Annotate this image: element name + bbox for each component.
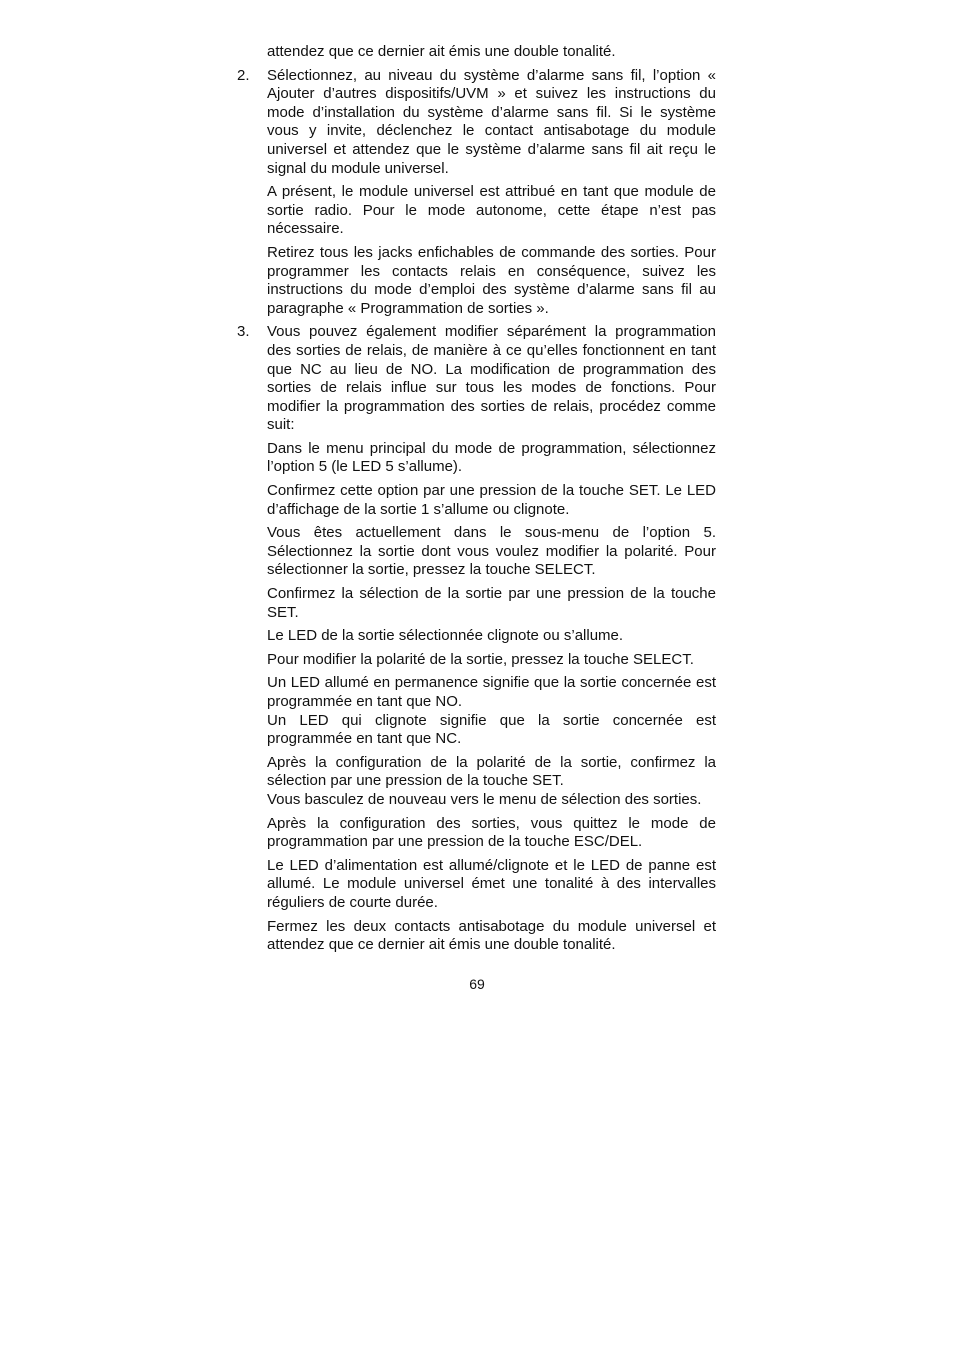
list-item-2 xyxy=(237,67,716,319)
polarity-confirm-paragraph xyxy=(267,754,716,810)
step-3-paragraph: Confirmez la sélection de la sortie par une pression de la touche SET. xyxy=(267,585,716,621)
step-2-paragraph: A présent, le module universel est attribué en tant que module de sortie radio. Pour le mode autonome, cette étape n’est pas nécessaire. xyxy=(267,183,716,238)
led-status-paragraph xyxy=(267,674,716,748)
step-3-paragraph: Dans le menu principal du mode de programmation, sélectionnez l’option 5 (le LED 5 s’allume). xyxy=(267,439,716,476)
step-2-paragraph: Retirez tous les jacks enfichables de commande des sorties. Pour programmer les contacts relais en conséquence, suivez les instructions du mode d’emploi des système d’alarme sans fil au paragraphe « Programmation de sorties ». xyxy=(267,243,716,317)
step-3-text: Vous pouvez également modifier séparément la programmation des sorties de relais, de manière à ce qu’elles fonctionnent en tant que NC au lieu de NO. La modification de programmation des sorties de relais influe sur tous les modes de fonctions. Pour modifier la programmation des sorties de relais, procédez comme suit: xyxy=(267,323,716,434)
step-3-paragraph: Le LED de la sortie sélectionnée clignote ou s’allume. xyxy=(267,627,624,645)
step-3-closing: Le LED d’alimentation est allumé/clignote et le LED de panne est allumé. Le module universel émet une tonalité à des intervalles réguliers de courte durée. xyxy=(267,856,716,911)
step-2-text: Sélectionnez, au niveau du système d’alarme sans fil, l’option « Ajouter d’autres dispositifs/UVM » et suivez les instructions du mode d’installation du système d’alarme sans fil. Si le système vous y invite, déclenchez le contact antisabotage du module universel et attendez que le système d’alarme sans fil ait reçu le signal du module universel. xyxy=(267,66,716,177)
step-3-paragraph: Pour modifier la polarité de la sortie, pressez la touche SELECT. xyxy=(267,650,694,668)
page-number: 69 xyxy=(469,976,485,992)
body-text xyxy=(237,43,716,960)
step-3-paragraph: Vous êtes actuellement dans le sous-menu de l’option 5. Sélectionnez la sortie dont vous voulez modifier la polarité. Pour sélectionner la sortie, pressez la touche SELECT. xyxy=(267,524,716,579)
list-number-2: 2. xyxy=(237,66,250,84)
list-number-3: 3. xyxy=(237,323,250,341)
polarity-confirm-line: Après la configuration de la polarité de la sortie, confirmez la sélection par une pression de la touche SET. xyxy=(267,753,716,790)
step-3-paragraph: Confirmez cette option par une pression de la touche SET. Le LED d’affichage de la sortie 1 s’allume ou clignote. xyxy=(267,482,716,518)
led-nc-line: Un LED qui clignote signifie que la sortie concernée est programmée en tant que NC. xyxy=(267,711,716,748)
led-no-line: Un LED allumé en permanence signifie que la sortie concernée est programmée en tant que NO. xyxy=(267,674,716,710)
list-item-3 xyxy=(237,323,716,954)
step-3-closing: Fermez les deux contacts antisabotage du module universel et attendez que ce dernier ait émis une double tonalité. xyxy=(267,917,716,954)
polarity-return-line: Vous basculez de nouveau vers le menu de sélection des sorties. xyxy=(267,790,702,808)
intro-paragraph: attendez que ce dernier ait émis une double tonalité. xyxy=(267,43,616,60)
step-3-closing: Après la configuration des sorties, vous quittez le mode de programmation par une pression de la touche ESC/DEL. xyxy=(267,814,716,851)
